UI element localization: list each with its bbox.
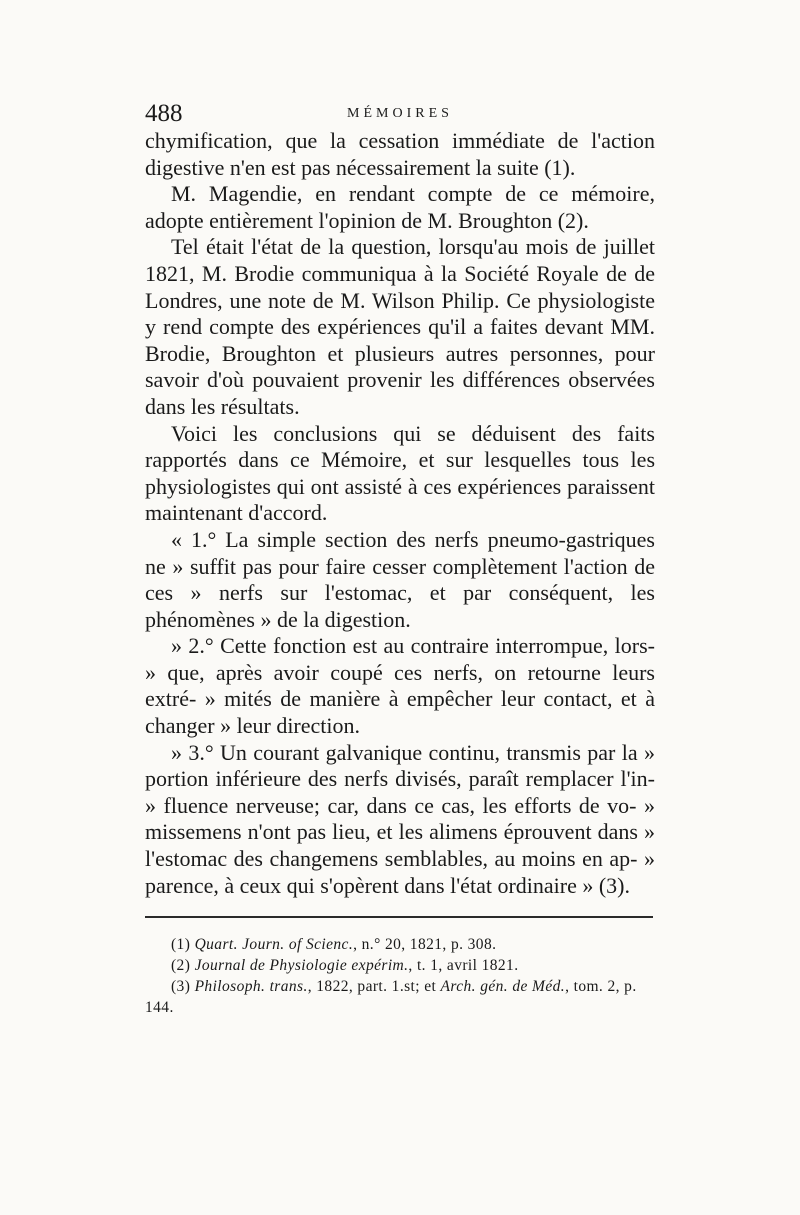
body-text: [145, 128, 655, 899]
footnote-source: Quart. Journ. of Scienc.: [194, 936, 354, 953]
paragraph-conclusions: Voici les conclusions qui se déduisent des faits rapportés dans ce Mémoire, et sur lesquelles tous les physiologistes qui ont assisté à ces expériences paraissent maintenant d'accord.: [145, 420, 655, 526]
footnote-source: Journal de Physiologie expérim.: [194, 957, 409, 974]
paragraph-magendie: M. Magendie, en rendant compte de ce mémoire, adopte entièrement l'opinion de M. Broughton (2).: [145, 181, 655, 233]
footnote-detail: , t. 1, avril 1821.: [408, 957, 519, 974]
footnote-rule: [145, 916, 653, 918]
quote-item-2: » 2.° Cette fonction est au contraire interrompue, lors- » que, après avoir coupé ces nerfs, on retourne leurs extré- » mités de manière à empêcher leur contact, et à changer » leur direction.: [145, 633, 655, 739]
footnote-3: [145, 976, 655, 1018]
footnote-detail-2: , tom. 2, p. 144.: [145, 978, 637, 1016]
page-number: 488: [145, 100, 183, 127]
paragraph-continuation: chymification, que la cessation immédiate de l'action digestive n'en est pas nécessairement la suite (1).: [145, 128, 655, 180]
footnote-detail: , 1822, part. 1.st; et: [307, 978, 437, 995]
running-title: MÉMOIRES: [347, 106, 453, 121]
footnotes: [145, 934, 655, 1018]
footnote-2: [145, 955, 655, 976]
paragraph-brodie: Tel était l'état de la question, lorsqu'au mois de juillet 1821, M. Brodie communiqua à la Société Royale de de Londres, une note de M. Wilson Philip. Ce physiologiste y rend compte des expériences qu'il a faites devant MM. Brodie, Broughton et plusieurs autres personnes, pour savoir d'où pouvaient provenir les différences observées dans les résultats.: [145, 234, 655, 419]
footnote-source-2: Arch. gén. de Méd.: [440, 978, 566, 995]
page-header: [145, 100, 655, 128]
quote-item-3: » 3.° Un courant galvanique continu, transmis par la » portion inférieure des nerfs divisés, paraît remplacer l'in- » fluence nerveuse; car, dans ce cas, les efforts de vo- » missemens n'ont pas lieu, et les alimens éprouvent dans » l'estomac des changemens semblables, au moins en ap- » parence, à ceux qui s'opèrent dans l'état ordinaire » (3).: [145, 739, 655, 898]
footnote-mark: (1): [171, 936, 191, 953]
footnote-detail: , n.° 20, 1821, p. 308.: [353, 936, 497, 953]
quote-item-1: « 1.° La simple section des nerfs pneumo-gastriques ne » suffit pas pour faire cesser complètement l'action de ces » nerfs sur l'estomac, et par conséquent, les phénomènes » de la digestion.: [145, 526, 655, 632]
footnote-mark: (2): [171, 957, 191, 974]
footnote-1: [145, 934, 655, 955]
footnote-mark: (3): [171, 978, 191, 995]
footnote-source: Philosoph. trans.: [194, 978, 308, 995]
